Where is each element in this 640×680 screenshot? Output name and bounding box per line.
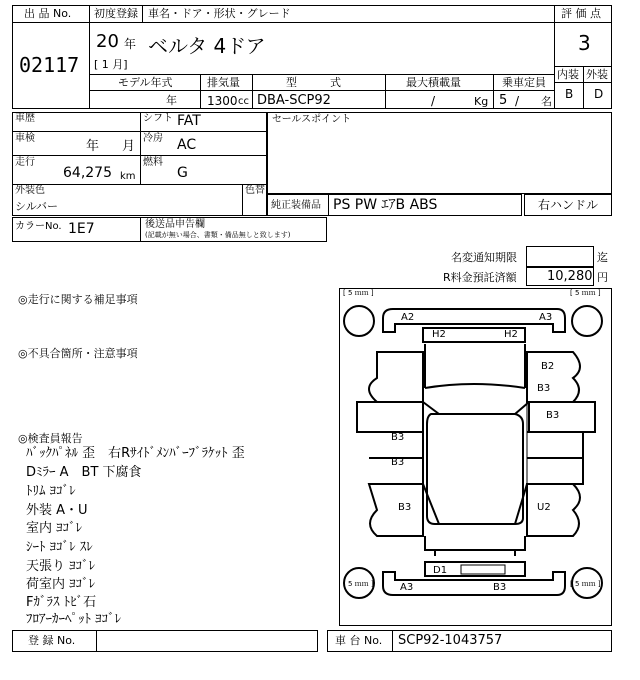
color-label: 外装色: [15, 185, 45, 196]
side-right: [529, 402, 595, 432]
tire-depth-front-right: [ 5 ｍｍ ]: [570, 289, 601, 297]
chassis-number-label: 車 台 No.: [335, 634, 383, 647]
displacement-unit: cc: [238, 96, 249, 107]
recycle-fee-value: 10,280: [547, 269, 593, 284]
aftermarket-note: (記載が無い場合、書類・備品無しと致します): [145, 231, 291, 239]
damage-mark: H2: [504, 329, 518, 340]
damage-mark: B3: [398, 502, 412, 513]
mileage-label: 走行: [15, 157, 35, 168]
report-line: ﾊﾞｯｸﾊﾟﾈﾙ 歪 右Rｻｲﾄﾞﾒﾝﾊﾞｰﾌﾞﾗｹｯﾄ 歪: [26, 446, 245, 461]
ac-label: 冷房: [143, 133, 163, 144]
repaint-label: 色替: [245, 185, 265, 196]
damage-mark: B3: [391, 432, 405, 443]
equipment-value: PS PW ｴｱB ABS: [333, 197, 438, 213]
fender-left: [369, 352, 423, 402]
fuel-value: G: [177, 165, 188, 181]
damage-mark: B3: [537, 383, 551, 394]
name-change-box: [526, 246, 594, 267]
model-code: DBA-SCP92: [257, 93, 331, 108]
inspector-report-heading: ◎検査員報告: [18, 432, 83, 445]
tire-front-left: [344, 306, 374, 336]
report-line: ﾌﾛｱｰｶｰﾍﾟｯﾄ ﾖｺﾞﾚ: [26, 612, 122, 627]
registration-month: [ 1 月]: [94, 58, 128, 71]
damage-mark: A2: [401, 312, 415, 323]
report-line: ｼｰﾄ ﾖｺﾞﾚ ｽﾚ: [26, 540, 93, 555]
color-value: シルバー: [15, 200, 58, 213]
inspection-month-unit: 月: [122, 139, 136, 154]
tire-depth-rear-right: [ 5 ｍｍ ]: [570, 580, 601, 588]
report-line: Fｶﾞﾗｽ ﾄﾋﾞ石: [26, 595, 97, 610]
name-change-label: 名変通知期限: [451, 251, 517, 264]
registration-number-label: 登 録 No.: [28, 634, 76, 647]
side-left: [357, 402, 423, 432]
damage-mark: B2: [541, 361, 555, 372]
recycle-fee-label: R料金預託済額: [443, 271, 517, 284]
car-diagram: [339, 288, 612, 626]
license-plate-rear: [461, 565, 505, 574]
damage-mark: B3: [391, 457, 405, 468]
tire-depth-rear-left: [ 5 ｍｍ ]: [343, 580, 374, 588]
model-year-unit: 年: [166, 94, 177, 107]
max-load-label: 最大積載量: [406, 76, 461, 89]
fuel-label: 燃料: [143, 157, 163, 168]
report-line: 室内 ﾖｺﾞﾚ: [26, 521, 83, 536]
door-right: [527, 432, 583, 484]
name-change-unit: 迄: [597, 251, 608, 264]
fender-right: [527, 352, 580, 402]
tire-front-right: [572, 306, 602, 336]
exterior-grade: D: [594, 87, 604, 101]
damage-mark: A3: [400, 582, 414, 593]
damage-mark: H2: [432, 329, 446, 340]
history-label: 車歴: [15, 113, 35, 124]
damage-mark: A3: [539, 312, 553, 323]
roof: [427, 414, 523, 524]
damage-mark: B3: [493, 582, 507, 593]
model-type-label: 型 式: [286, 76, 341, 89]
equipment-label: 純正装備品: [271, 200, 321, 211]
sales-point-label: セールスポイント: [272, 114, 352, 125]
defect-notes-heading: ◎不具合箇所・注意事項: [18, 347, 138, 360]
interior-grade-label: 内装: [557, 68, 579, 81]
shift-label: シフト: [143, 113, 173, 124]
quarter-right: [527, 484, 580, 536]
driving-notes-heading: ◎走行に関する補足事項: [18, 293, 138, 306]
registration-year: 20: [96, 31, 119, 52]
color-number-label: カラーNo.: [15, 221, 62, 232]
exterior-grade-label: 外装: [586, 68, 608, 81]
color-number-value: 1E7: [68, 221, 95, 237]
car-name: ベルタ 4ドア: [148, 34, 266, 58]
capacity-label: 乗車定員: [502, 76, 546, 89]
recycle-fee-unit: 円: [597, 271, 608, 284]
report-line: 外装 A・U: [26, 503, 88, 518]
registration-year-unit: 年: [124, 37, 137, 51]
report-line: Dﾐﾗｰ A BT 下腐食: [26, 465, 142, 480]
mileage-value: 64,275: [63, 165, 112, 181]
damage-mark: B3: [546, 410, 560, 421]
capacity-slash: /: [515, 94, 520, 108]
car-name-label: 車名・ドア・形状・グレード: [148, 7, 291, 20]
report-line: ﾄﾘﾑ ﾖｺﾞﾚ: [26, 484, 76, 499]
score-label: 評 価 点: [561, 7, 601, 20]
aftermarket-label: 後送品申告欄: [145, 219, 205, 230]
model-year-label: モデル年式: [118, 76, 173, 89]
lot-number-label: 出 品 No.: [24, 7, 72, 20]
capacity-unit: 名: [541, 95, 552, 108]
trunk: [425, 536, 525, 556]
load-unit: Kg: [474, 95, 489, 108]
damage-mark: U2: [537, 502, 551, 513]
first-registration-label: 初度登録: [94, 7, 138, 20]
displacement-label: 排気量: [207, 76, 240, 89]
steering-value: 右ハンドル: [538, 198, 599, 212]
chassis-number-value: SCP92-1043757: [398, 633, 503, 648]
score-value: 3: [578, 31, 591, 55]
capacity-value: 5: [499, 93, 508, 108]
inspection-label: 車検: [15, 133, 35, 144]
lot-number: 02117: [19, 53, 80, 77]
report-line: 天張り ﾖｺﾞﾚ: [26, 559, 96, 574]
damage-mark: D1: [433, 565, 448, 576]
report-line: 荷室内 ﾖｺﾞﾚ: [26, 577, 96, 592]
displacement-value: 1300: [207, 94, 238, 108]
ac-value: AC: [177, 137, 197, 153]
hood: [425, 344, 525, 388]
windshield: [423, 402, 529, 524]
interior-grade: B: [565, 87, 574, 101]
mileage-unit: km: [120, 171, 136, 182]
quarter-left: [369, 484, 423, 536]
tire-depth-front-left: [ 5 ｍｍ ]: [343, 289, 374, 297]
load-slash: /: [431, 94, 436, 108]
inspection-year-unit: 年: [86, 139, 100, 154]
shift-value: FAT: [177, 113, 201, 129]
